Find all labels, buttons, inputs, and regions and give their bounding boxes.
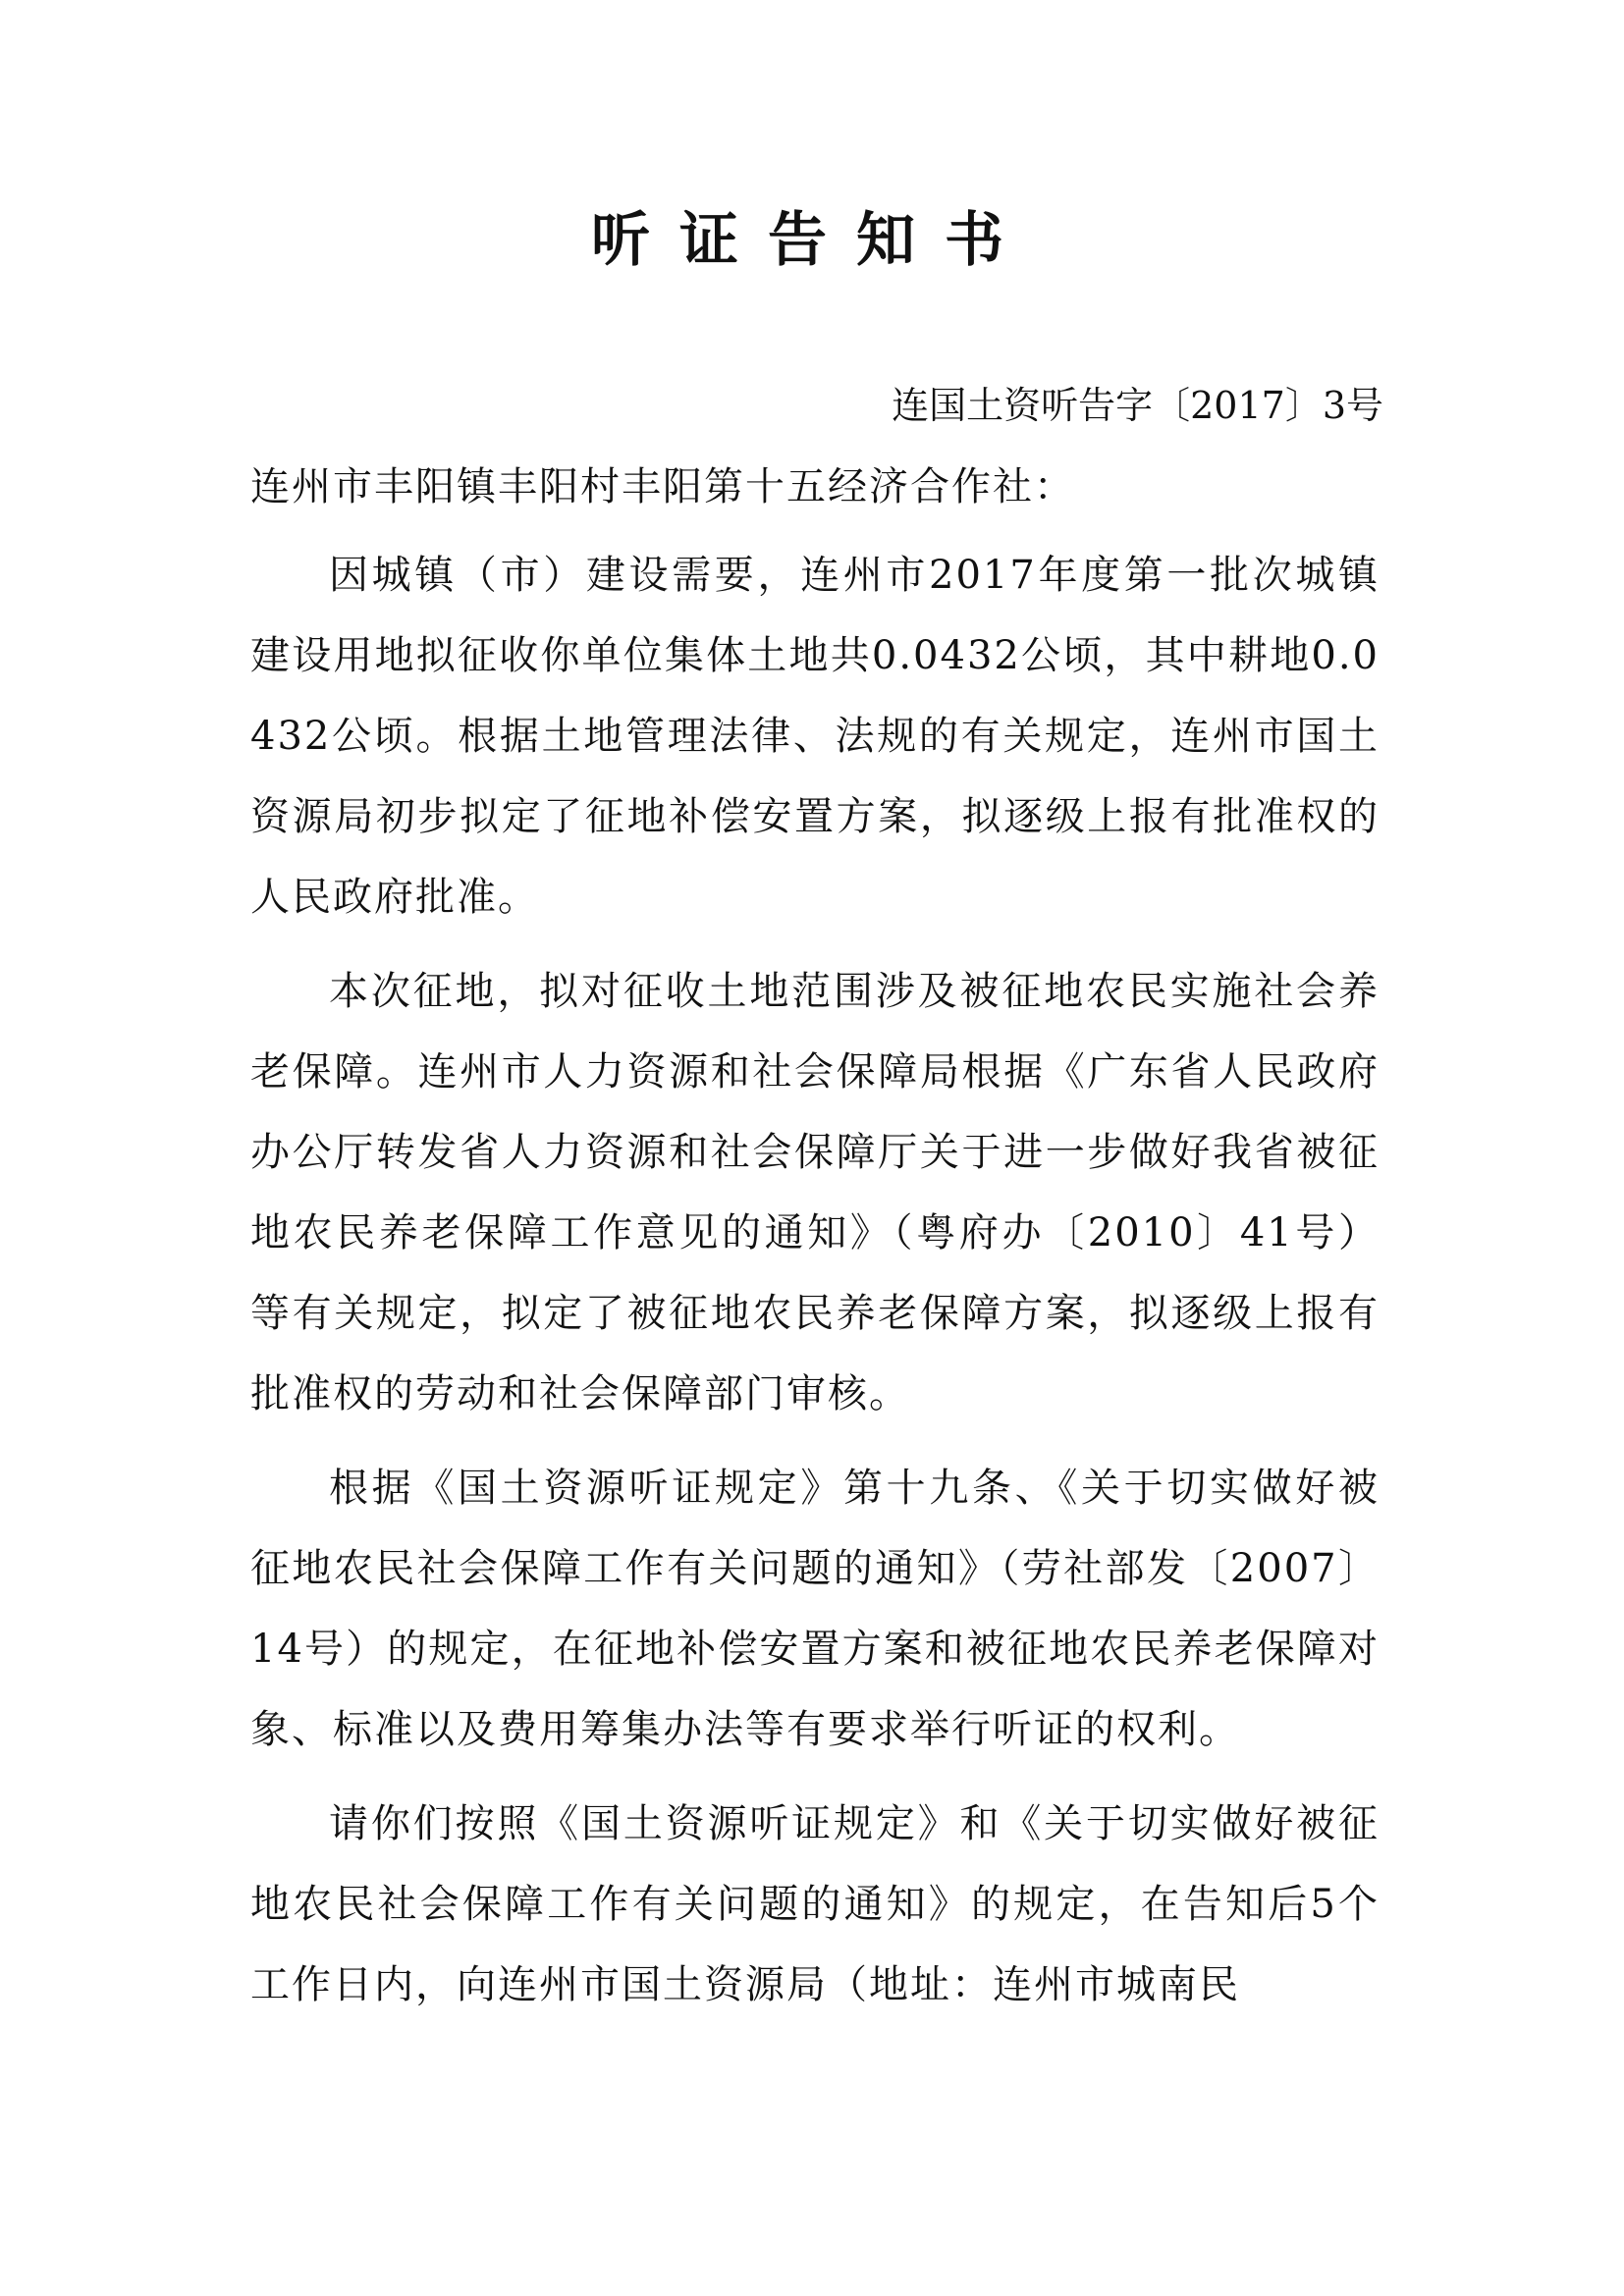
- body-paragraph-4: 请你们按照《国土资源听证规定》和《关于切实做好被征地农民社会保障工作有关问题的通知》的规定，在告知后5个工作日内，向连州市国土资源局（地址：连州市城南民: [250, 1801, 1380, 2007]
- body-paragraph-1: 因城镇（市）建设需要，连州市2017年度第一批次城镇建设用地拟征收你单位集体土地共0.0432公顷，其中耕地0.0432公顷。根据土地管理法律、法规的有关规定，连州市国土资源局初步拟定了征地补偿安置方案，拟逐级上报有批准权的人民政府批准。: [250, 553, 1380, 920]
- document-number: 连国土资听告字〔2017〕3号: [892, 384, 1383, 427]
- document-body: [250, 535, 1380, 2039]
- body-paragraph-2: 本次征地，拟对征收土地范围涉及被征地农民实施社会养老保障。连州市人力资源和社会保障局根据《广东省人民政府办公厅转发省人力资源和社会保障厅关于进一步做好我省被征地农民养老保障工作意见的通知》（粤府办〔2010〕41号）等有关规定，拟定了被征地农民养老保障方案，拟逐级上报有批准权的劳动和社会保障部门审核。: [250, 969, 1380, 1416]
- body-paragraph-3: 根据《国土资源听证规定》第十九条、《关于切实做好被征地农民社会保障工作有关问题的通知》（劳社部发〔2007〕14号）的规定，在征地补偿安置方案和被征地农民养老保障对象、标准以及费用筹集办法等有要求举行听证的权利。: [250, 1466, 1380, 1752]
- recipient-line: 连州市丰阳镇丰阳村丰阳第十五经济合作社：: [250, 464, 1075, 509]
- document-title: 听证告知书: [591, 206, 1033, 275]
